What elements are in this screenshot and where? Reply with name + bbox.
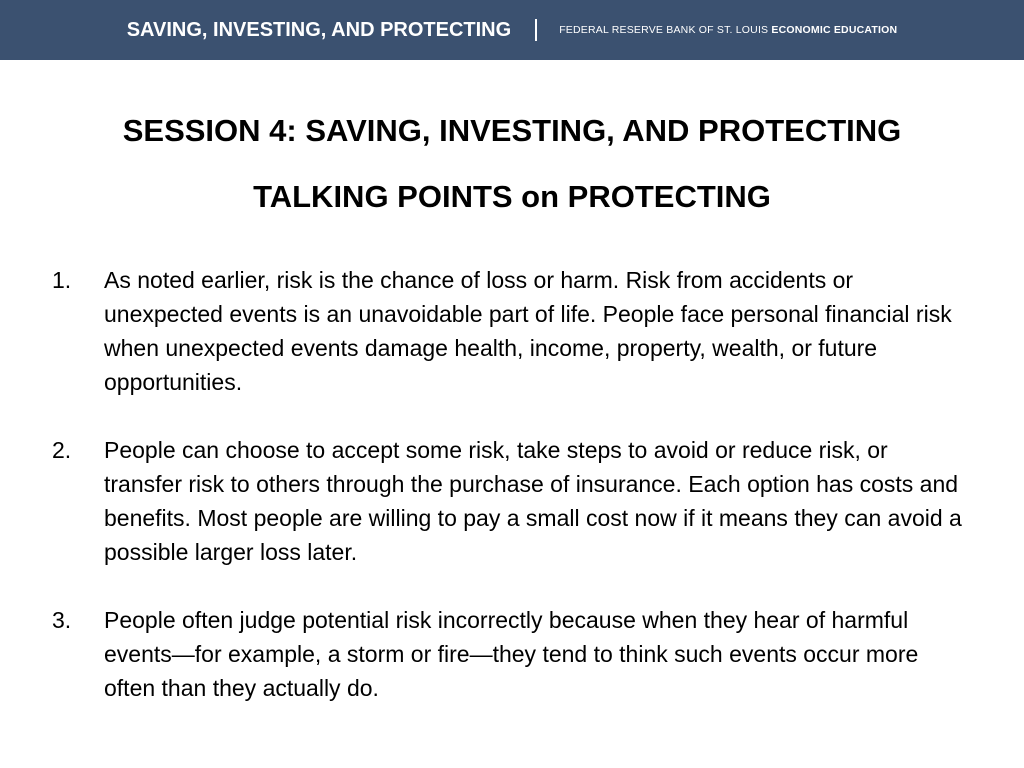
slide-title: SESSION 4: SAVING, INVESTING, AND PROTECTING bbox=[122, 113, 902, 148]
talking-point bbox=[52, 263, 972, 399]
talking-point bbox=[52, 433, 972, 569]
talking-point-number: 3. bbox=[52, 607, 72, 633]
talking-point-number: 2. bbox=[52, 437, 72, 463]
header-divider bbox=[535, 19, 537, 41]
organization-unit: ECONOMIC EDUCATION bbox=[771, 24, 898, 36]
header-title: SAVING, INVESTING, AND PROTECTING bbox=[126, 18, 512, 41]
talking-point-text: People can choose to accept some risk, take steps to avoid or reduce risk, or transfer risk to others through the purchase of insurance. Each option has costs and benefits. Most people are willing to pay a small cost now if it means they can avoid a possible larger loss later. bbox=[104, 437, 962, 565]
organization-name bbox=[559, 24, 897, 36]
slide-subtitle: TALKING POINTS on PROTECTING bbox=[253, 179, 771, 214]
talking-point-text: As noted earlier, risk is the chance of loss or harm. Risk from accidents or unexpected events is an unavoidable part of life. People face personal financial risk when unexpected events damage health, income, property, wealth, or future opportunities. bbox=[104, 267, 952, 395]
organization-name-main: FEDERAL RESERVE BANK OF ST. LOUIS bbox=[559, 24, 769, 36]
talking-point bbox=[52, 603, 972, 705]
talking-point-number: 1. bbox=[52, 267, 72, 293]
talking-points-list bbox=[52, 263, 972, 739]
talking-point-text: People often judge potential risk incorrectly because when they hear of harmful events—for example, a storm or fire—they tend to think such events occur more often than they actually do. bbox=[104, 607, 919, 701]
header-bar bbox=[0, 0, 1024, 60]
